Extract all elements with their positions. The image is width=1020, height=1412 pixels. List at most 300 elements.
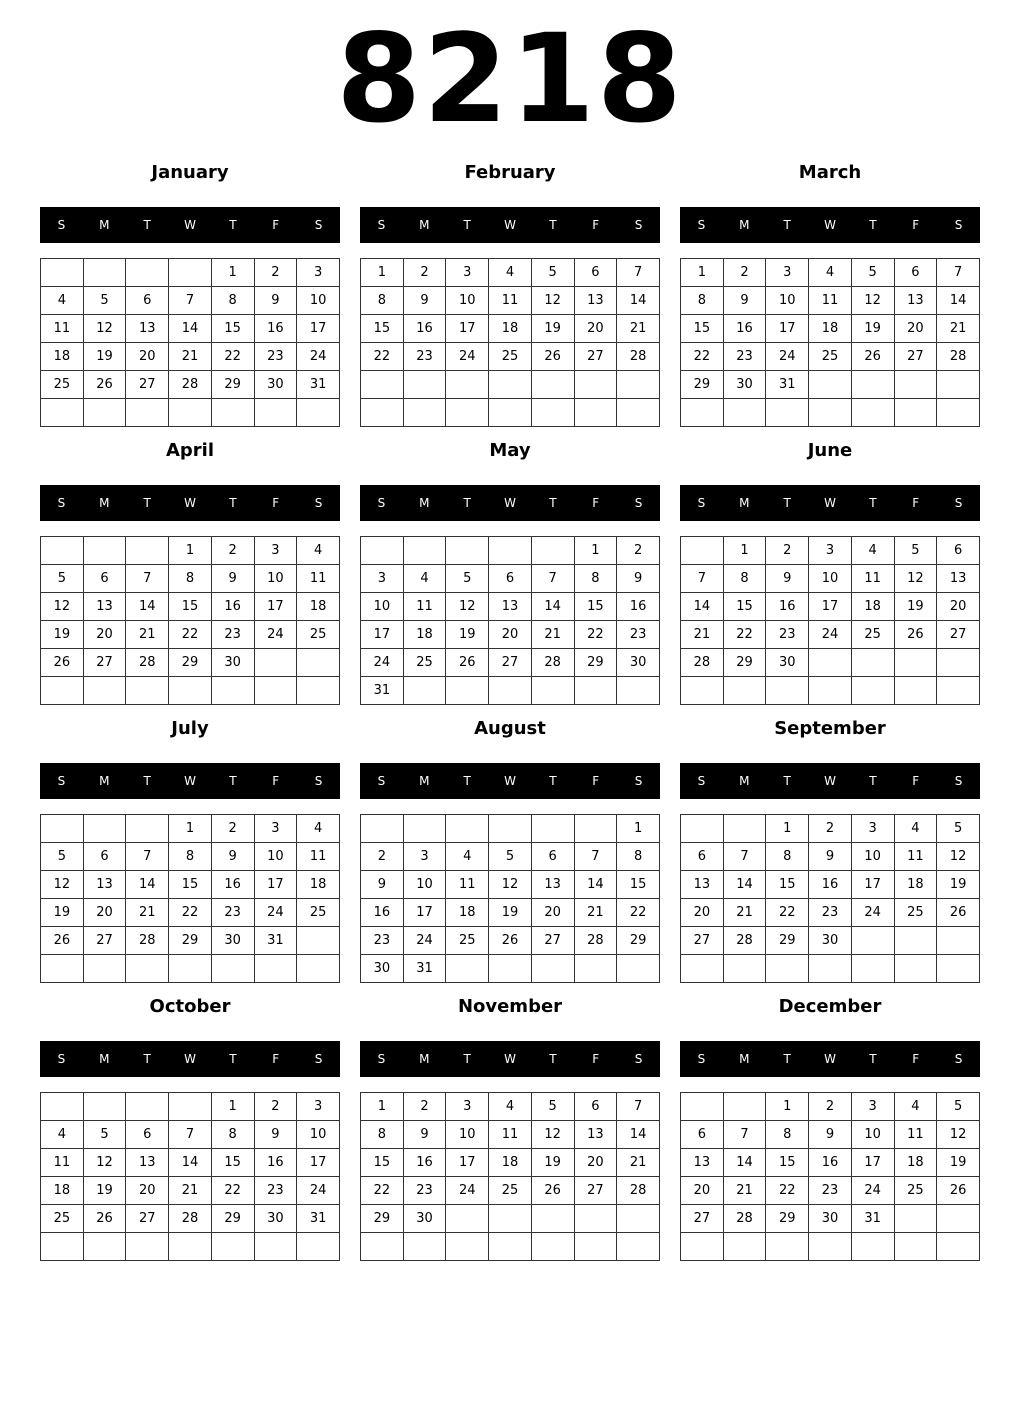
day-cell: 28 (126, 927, 169, 955)
day-cell (617, 1233, 660, 1261)
week-row (41, 677, 340, 705)
day-cell: 13 (681, 871, 724, 899)
weekday-label: T (463, 218, 471, 232)
day-cell: 29 (723, 649, 766, 677)
weekday-header (680, 1041, 980, 1077)
day-cell: 5 (41, 843, 84, 871)
day-cell: 23 (403, 1177, 446, 1205)
day-cell: 19 (531, 1149, 574, 1177)
day-cell: 8 (361, 1121, 404, 1149)
day-cell: 30 (211, 927, 254, 955)
weekday-label: S (57, 774, 66, 788)
day-cell: 28 (617, 343, 660, 371)
day-cell (937, 955, 980, 983)
weekday-label: W (504, 218, 516, 232)
day-cell: 22 (361, 343, 404, 371)
week-row (361, 315, 660, 343)
day-cell: 30 (809, 927, 852, 955)
day-cell (489, 955, 532, 983)
weekday-label: F (272, 1052, 280, 1066)
day-cell: 10 (766, 287, 809, 315)
day-cell: 16 (403, 315, 446, 343)
day-cell: 29 (766, 1205, 809, 1233)
week-row (681, 343, 980, 371)
week-row (681, 537, 980, 565)
day-cell: 17 (403, 899, 446, 927)
day-cell: 23 (617, 621, 660, 649)
week-row (361, 815, 660, 843)
day-cell: 12 (851, 287, 894, 315)
day-cell: 3 (297, 1093, 340, 1121)
week-row (361, 955, 660, 983)
day-cell: 20 (126, 343, 169, 371)
day-cell: 14 (169, 1149, 212, 1177)
week-row (681, 287, 980, 315)
day-cell (851, 955, 894, 983)
day-cell: 31 (361, 677, 404, 705)
day-cell: 8 (766, 1121, 809, 1149)
day-cell: 8 (169, 843, 212, 871)
day-cell: 11 (403, 593, 446, 621)
day-cell: 28 (937, 343, 980, 371)
day-cell: 30 (254, 1205, 297, 1233)
day-cell: 17 (851, 871, 894, 899)
day-cell: 23 (211, 621, 254, 649)
week-row (681, 565, 980, 593)
day-cell: 9 (361, 871, 404, 899)
day-cell: 23 (723, 343, 766, 371)
day-cell: 10 (361, 593, 404, 621)
day-cell: 9 (766, 565, 809, 593)
day-cell: 16 (403, 1149, 446, 1177)
day-cell: 23 (766, 621, 809, 649)
day-cell: 6 (126, 287, 169, 315)
day-cell: 3 (446, 259, 489, 287)
week-row (361, 927, 660, 955)
day-cell (937, 371, 980, 399)
day-cell (681, 1093, 724, 1121)
day-cell: 25 (403, 649, 446, 677)
day-cell (41, 537, 84, 565)
day-cell: 18 (297, 593, 340, 621)
day-cell (489, 815, 532, 843)
week-row (681, 927, 980, 955)
day-cell: 15 (574, 593, 617, 621)
day-cell (446, 537, 489, 565)
day-cell: 4 (851, 537, 894, 565)
day-cell (531, 537, 574, 565)
day-grid (40, 814, 340, 983)
weekday-label: T (463, 774, 471, 788)
day-cell (851, 677, 894, 705)
day-cell: 1 (574, 537, 617, 565)
day-cell: 26 (937, 899, 980, 927)
day-cell: 5 (83, 1121, 126, 1149)
week-row (681, 399, 980, 427)
weekday-header (360, 763, 660, 799)
day-cell: 22 (211, 343, 254, 371)
day-cell: 18 (403, 621, 446, 649)
day-cell (403, 399, 446, 427)
day-cell (41, 1093, 84, 1121)
day-cell: 31 (254, 927, 297, 955)
weekday-label: T (463, 496, 471, 510)
day-cell: 13 (489, 593, 532, 621)
day-cell (681, 537, 724, 565)
day-cell: 6 (126, 1121, 169, 1149)
day-cell (531, 371, 574, 399)
month-name: September (774, 718, 886, 739)
day-cell: 15 (766, 1149, 809, 1177)
day-cell (83, 815, 126, 843)
day-cell (617, 399, 660, 427)
week-row (681, 1233, 980, 1261)
day-cell: 15 (681, 315, 724, 343)
day-cell: 31 (851, 1205, 894, 1233)
day-cell: 1 (361, 1093, 404, 1121)
day-cell (41, 1233, 84, 1261)
day-cell: 29 (617, 927, 660, 955)
day-cell: 21 (723, 1177, 766, 1205)
day-cell (574, 1233, 617, 1261)
day-cell: 11 (297, 843, 340, 871)
weekday-label: M (419, 774, 430, 788)
month-may (360, 438, 660, 708)
day-cell: 26 (531, 343, 574, 371)
day-grid (360, 1092, 660, 1261)
day-cell: 20 (937, 593, 980, 621)
day-cell (126, 537, 169, 565)
day-cell (403, 371, 446, 399)
day-cell: 13 (681, 1149, 724, 1177)
week-row (681, 1093, 980, 1121)
day-cell (809, 649, 852, 677)
day-cell: 18 (41, 343, 84, 371)
week-row (681, 899, 980, 927)
day-cell (489, 1233, 532, 1261)
day-cell: 19 (489, 899, 532, 927)
weekday-label: W (824, 496, 836, 510)
day-cell (766, 1233, 809, 1261)
day-cell: 3 (254, 537, 297, 565)
weekday-label: M (99, 496, 110, 510)
weekday-label: S (314, 496, 323, 510)
day-cell (254, 649, 297, 677)
weekday-label: W (504, 774, 516, 788)
day-cell: 12 (41, 593, 84, 621)
day-cell (297, 649, 340, 677)
day-cell: 1 (361, 259, 404, 287)
day-cell (297, 677, 340, 705)
day-cell: 1 (169, 815, 212, 843)
day-cell: 9 (809, 1121, 852, 1149)
day-cell: 11 (894, 1121, 937, 1149)
week-row (681, 843, 980, 871)
day-cell: 28 (531, 649, 574, 677)
day-cell (126, 815, 169, 843)
day-cell: 27 (83, 649, 126, 677)
day-cell: 4 (297, 815, 340, 843)
day-cell: 26 (937, 1177, 980, 1205)
day-cell: 5 (446, 565, 489, 593)
day-cell: 18 (894, 1149, 937, 1177)
day-cell (723, 815, 766, 843)
weekday-label: T (549, 774, 557, 788)
day-cell: 4 (809, 259, 852, 287)
day-cell (446, 1205, 489, 1233)
weekday-label: M (419, 496, 430, 510)
day-cell (937, 927, 980, 955)
day-cell: 24 (361, 649, 404, 677)
day-cell: 7 (617, 259, 660, 287)
day-cell (851, 649, 894, 677)
day-cell: 16 (254, 1149, 297, 1177)
weekday-label: S (634, 496, 643, 510)
weekday-label: F (272, 218, 280, 232)
day-cell: 1 (766, 1093, 809, 1121)
week-row (41, 1177, 340, 1205)
day-cell (617, 371, 660, 399)
day-cell (531, 1233, 574, 1261)
day-cell (574, 1205, 617, 1233)
week-row (681, 1121, 980, 1149)
day-grid (680, 1092, 980, 1261)
weekday-label: M (419, 1052, 430, 1066)
weekday-label: W (824, 218, 836, 232)
week-row (681, 1149, 980, 1177)
day-cell: 9 (211, 843, 254, 871)
week-row (41, 1093, 340, 1121)
day-cell: 22 (211, 1177, 254, 1205)
day-cell (723, 955, 766, 983)
day-cell: 10 (446, 287, 489, 315)
weekday-header (40, 1041, 340, 1077)
week-row (361, 565, 660, 593)
day-cell: 9 (403, 1121, 446, 1149)
week-row (361, 649, 660, 677)
weekday-label: W (184, 1052, 196, 1066)
day-cell: 10 (446, 1121, 489, 1149)
day-cell (126, 399, 169, 427)
day-cell (531, 399, 574, 427)
weekday-label: W (184, 496, 196, 510)
weekday-header (680, 485, 980, 521)
day-cell: 24 (297, 1177, 340, 1205)
week-row (41, 621, 340, 649)
day-cell: 2 (211, 815, 254, 843)
month-february (360, 160, 660, 430)
month-name: May (489, 440, 531, 461)
day-cell: 31 (297, 1205, 340, 1233)
day-cell: 16 (809, 1149, 852, 1177)
day-cell (809, 1233, 852, 1261)
day-grid (40, 536, 340, 705)
weekday-label: S (377, 496, 386, 510)
day-cell: 29 (361, 1205, 404, 1233)
day-cell: 5 (937, 1093, 980, 1121)
day-cell (937, 677, 980, 705)
day-cell (361, 371, 404, 399)
day-cell (297, 399, 340, 427)
day-cell: 24 (446, 343, 489, 371)
day-cell: 18 (894, 871, 937, 899)
day-cell: 24 (254, 899, 297, 927)
day-cell (766, 399, 809, 427)
day-cell: 28 (723, 1205, 766, 1233)
week-row (361, 899, 660, 927)
day-cell: 18 (297, 871, 340, 899)
day-cell (894, 677, 937, 705)
day-cell: 15 (723, 593, 766, 621)
week-row (681, 815, 980, 843)
day-cell: 17 (254, 593, 297, 621)
day-cell: 23 (809, 1177, 852, 1205)
day-cell: 26 (41, 927, 84, 955)
day-cell: 11 (41, 1149, 84, 1177)
day-cell: 22 (766, 899, 809, 927)
day-cell: 22 (169, 621, 212, 649)
day-cell: 21 (169, 1177, 212, 1205)
day-cell: 7 (169, 287, 212, 315)
day-cell: 11 (894, 843, 937, 871)
weekday-label: T (869, 218, 877, 232)
day-cell: 7 (169, 1121, 212, 1149)
day-cell: 23 (403, 343, 446, 371)
day-cell (809, 399, 852, 427)
day-cell (894, 371, 937, 399)
week-row (41, 1121, 340, 1149)
day-cell: 26 (83, 371, 126, 399)
day-cell (574, 371, 617, 399)
day-cell: 29 (574, 649, 617, 677)
day-cell: 1 (723, 537, 766, 565)
day-cell: 7 (723, 843, 766, 871)
day-cell: 11 (297, 565, 340, 593)
day-cell: 9 (211, 565, 254, 593)
month-name: December (778, 996, 882, 1017)
day-cell: 14 (574, 871, 617, 899)
week-row (681, 259, 980, 287)
day-cell: 16 (766, 593, 809, 621)
day-cell (126, 1233, 169, 1261)
month-july (40, 716, 340, 986)
week-row (41, 537, 340, 565)
weekday-label: F (592, 496, 600, 510)
day-cell: 6 (894, 259, 937, 287)
weekday-label: M (739, 1052, 750, 1066)
day-cell: 29 (169, 649, 212, 677)
day-cell (83, 399, 126, 427)
day-cell: 13 (83, 593, 126, 621)
week-row (361, 1093, 660, 1121)
day-cell (126, 677, 169, 705)
day-cell: 20 (531, 899, 574, 927)
day-cell: 14 (681, 593, 724, 621)
weekday-label: F (592, 218, 600, 232)
day-cell (169, 1093, 212, 1121)
weekday-label: S (57, 1052, 66, 1066)
week-row (41, 843, 340, 871)
day-cell (41, 955, 84, 983)
day-cell: 19 (446, 621, 489, 649)
month-september (680, 716, 980, 986)
month-name: February (464, 162, 556, 183)
day-cell: 22 (617, 899, 660, 927)
day-cell: 20 (83, 899, 126, 927)
day-cell: 11 (809, 287, 852, 315)
weekday-header (40, 485, 340, 521)
day-cell: 4 (489, 1093, 532, 1121)
month-june (680, 438, 980, 708)
day-cell: 25 (41, 1205, 84, 1233)
day-cell: 24 (297, 343, 340, 371)
day-cell: 4 (446, 843, 489, 871)
week-row (361, 1121, 660, 1149)
day-cell: 12 (894, 565, 937, 593)
weekday-label: T (143, 496, 151, 510)
day-cell: 13 (574, 1121, 617, 1149)
day-cell: 14 (126, 593, 169, 621)
day-cell: 18 (446, 899, 489, 927)
day-cell: 2 (766, 537, 809, 565)
day-cell: 13 (126, 1149, 169, 1177)
day-cell: 22 (723, 621, 766, 649)
day-cell: 6 (489, 565, 532, 593)
day-cell (574, 955, 617, 983)
week-row (361, 371, 660, 399)
day-cell (574, 399, 617, 427)
weekday-label: S (377, 218, 386, 232)
day-cell: 8 (211, 1121, 254, 1149)
day-cell: 27 (126, 371, 169, 399)
weekday-label: T (869, 1052, 877, 1066)
day-cell (41, 399, 84, 427)
weekday-header (360, 1041, 660, 1077)
day-cell: 8 (681, 287, 724, 315)
day-cell (851, 399, 894, 427)
day-cell: 2 (809, 1093, 852, 1121)
week-row (41, 815, 340, 843)
day-cell (681, 677, 724, 705)
day-cell: 27 (681, 927, 724, 955)
month-january (40, 160, 340, 430)
day-cell (681, 399, 724, 427)
day-cell (403, 1233, 446, 1261)
day-cell: 12 (446, 593, 489, 621)
week-row (681, 1177, 980, 1205)
day-cell: 9 (254, 287, 297, 315)
week-row (681, 315, 980, 343)
day-cell: 14 (617, 1121, 660, 1149)
day-cell: 8 (766, 843, 809, 871)
weekday-label: S (634, 774, 643, 788)
day-cell: 22 (574, 621, 617, 649)
weekday-label: F (272, 496, 280, 510)
day-cell: 9 (809, 843, 852, 871)
day-cell: 19 (83, 343, 126, 371)
day-cell: 26 (531, 1177, 574, 1205)
day-cell: 25 (489, 1177, 532, 1205)
day-cell: 3 (254, 815, 297, 843)
day-cell (403, 537, 446, 565)
month-name: July (171, 718, 209, 739)
day-cell: 7 (937, 259, 980, 287)
day-cell: 25 (297, 899, 340, 927)
week-row (361, 259, 660, 287)
day-grid (680, 536, 980, 705)
day-cell: 11 (851, 565, 894, 593)
day-cell: 5 (83, 287, 126, 315)
